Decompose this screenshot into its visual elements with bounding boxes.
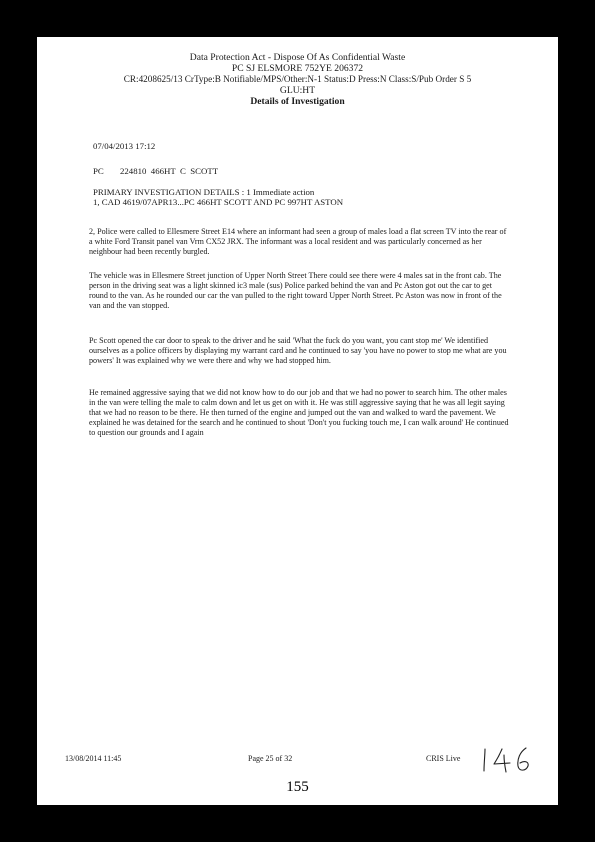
officer-details: 224810 466HT C SCOTT bbox=[120, 166, 219, 176]
narrative-paragraph bbox=[89, 336, 509, 366]
paragraph-text: 2, Police were called to Ellesmere Street E14 where an informant had seen a group of males load a flat screen TV into the rear of a white Ford Transit panel van Vrm CX52 JRX. The informant was a local resident and was particularly concerned as her neighbour had been recently burgled. bbox=[89, 227, 507, 257]
footer-print-date: 13/08/2014 11:45 bbox=[65, 754, 122, 763]
disposal-notice: Data Protection Act - Dispose Of As Confidential Waste bbox=[189, 52, 406, 63]
officer-rank: PC bbox=[93, 166, 104, 176]
footer-system-name: CRIS Live bbox=[426, 754, 461, 763]
primary-investigation-heading: PRIMARY INVESTIGATION DETAILS : 1 Immediate action bbox=[93, 187, 315, 197]
cad-reference: 1, CAD 4619/07APR13...PC 466HT SCOTT AND PC 997HT ASTON bbox=[93, 197, 344, 207]
paragraph-text: He remained aggressive saying that we did not know how to do our job and that we had no power to search him. The other males in the van were telling the male to calm down and let us get on with it. He was still aggressive saying that he was all legit saying that we had no reason to be there. He then turned of the engine and jumped out the van and walked to ward the pavement. We explained he was detained for the search and he continued to shout 'Don't you fucking touch me, I can walk around' He continued to question our grounds and I again bbox=[89, 388, 509, 438]
section-title: Details of Investigation bbox=[250, 96, 345, 107]
narrative-paragraph bbox=[89, 388, 509, 438]
paragraph-text: The vehicle was in Ellesmere Street junction of Upper North Street There could see there were 4 males sat in the front cab. The person in the driving seat was a light skinned ic3 male (sus) Police parked behind the van and Pc Aston got out the car to get round to the van. As he rounded our car the van pulled to the right toward Upper North Street. Pc Aston was now in front of the van and the van stopped. bbox=[89, 271, 502, 311]
paragraph-text: Pc Scott opened the car door to speak to the driver and he said 'What the fuck do you want, you cant stop me' We identified ourselves as a police officers by displaying my warrant card and he continued to say 'you have no power to stop me what are you powers' It was explained why we were there and why we had stopped him. bbox=[89, 336, 507, 366]
footer-page-count: Page 25 of 32 bbox=[248, 754, 293, 763]
glu-code: GLU:HT bbox=[279, 85, 316, 96]
entry-datetime: 07/04/2013 17:12 bbox=[93, 141, 156, 151]
page-number: 155 bbox=[286, 779, 309, 795]
officer-reference: PC SJ ELSMORE 752YE 206372 bbox=[231, 63, 364, 74]
crime-reference-line: CR:4208625/13 CrType:B Notifiable/MPS/Other:N-1 Status:D Press:N Class:S/Pub Order S 5 bbox=[123, 74, 472, 84]
narrative-paragraph bbox=[89, 227, 509, 257]
document-page bbox=[37, 37, 558, 805]
handwritten-folio-number bbox=[480, 743, 536, 775]
narrative-paragraph bbox=[89, 271, 509, 311]
